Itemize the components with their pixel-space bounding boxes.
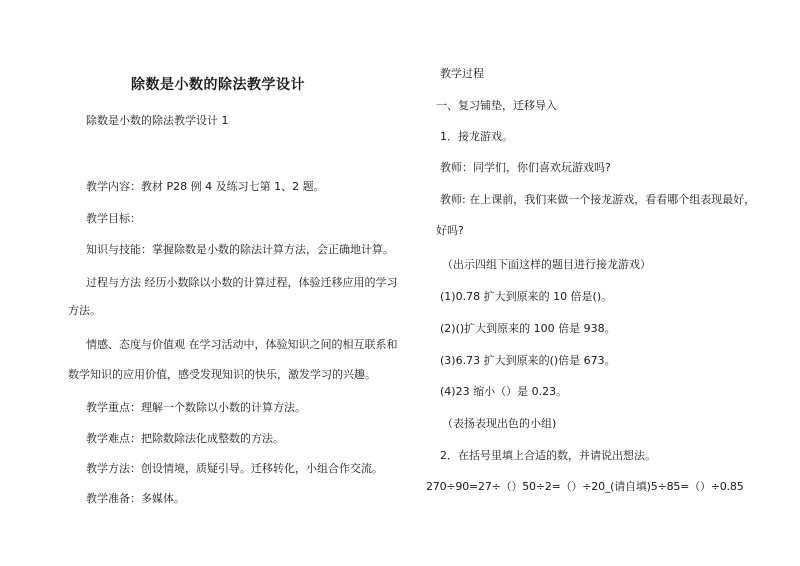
teacher-intro-line1: 教师: 在上课前，我们来做一个接龙游戏，看看哪个组表现最好，: [440, 193, 756, 206]
fill-brackets-heading: 2．在括号里填上合适的数，并请说出想法。: [440, 449, 656, 462]
show-questions-note: （出示四组下面这样的题目进行接龙游戏）: [442, 258, 651, 271]
teaching-preparation: 教学准备：多媒体。: [86, 492, 185, 505]
teaching-method: 教学方法：创设情境，质疑引导。迁移转化，小组合作交流。: [86, 462, 383, 475]
question-4: (4)23 缩小（）是 0.23。: [440, 385, 568, 398]
question-1: (1)0.78 扩大到原来的 10 倍是()。: [440, 290, 613, 303]
subtitle-line: 除数是小数的除法教学设计 1: [86, 114, 229, 127]
teaching-focus: 教学重点：理解一个数除以小数的计算方法。: [86, 401, 306, 414]
emotion-line2: 数学知识的应用价值，感受发现知识的快乐，激发学习的兴趣。: [68, 368, 376, 381]
praise-note: （表扬表现出色的小组): [442, 417, 557, 430]
relay-game-heading: 1．接龙游戏。: [440, 130, 513, 143]
process-method-line1: 过程与方法 经历小数除以小数的计算过程，体验迁移应用的学习: [86, 276, 398, 289]
section-one-heading: 一、复习铺垫，迁移导入: [436, 99, 557, 112]
teaching-difficulty: 教学难点：把除数除法化成整数的方法。: [86, 432, 284, 445]
knowledge-skills: 知识与技能：掌握除数是小数的除法计算方法，会正确地计算。: [86, 243, 394, 256]
document-title: 除数是小数的除法教学设计: [131, 77, 305, 93]
teacher-intro-line2: 好吗?: [436, 224, 464, 237]
teacher-question: 教师：同学们，你们喜欢玩游戏吗?: [440, 161, 611, 174]
question-2: (2)()扩大到原来的 100 倍是 938。: [440, 322, 616, 335]
emotion-line1: 情感、态度与价值观 在学习活动中，体验知识之间的相互联系和: [86, 338, 398, 351]
question-3: (3)6.73 扩大到原来的()倍是 673。: [440, 354, 616, 367]
equation-line: 270÷90=27÷（）50÷2=（）÷20_(请自填)5÷85=（）÷0.85: [426, 480, 744, 493]
process-method-line2: 方法。: [68, 304, 101, 317]
teaching-content: 教学内容：教材 P28 例 4 及练习七第 1、2 题。: [86, 180, 325, 193]
teaching-process-heading: 教学过程: [440, 67, 484, 80]
teaching-goals-label: 教学目标：: [86, 212, 141, 225]
